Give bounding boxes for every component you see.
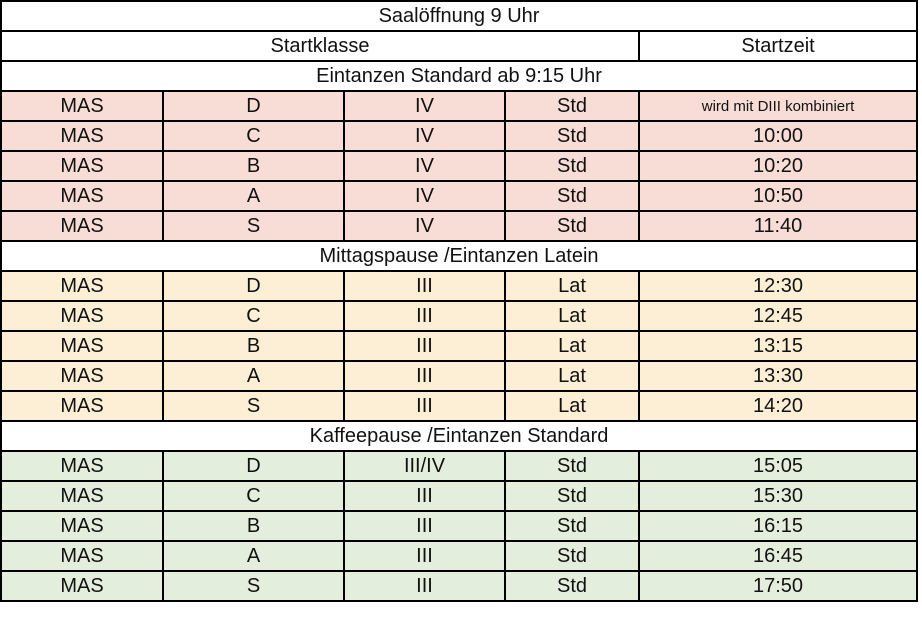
cell-discipline: Std xyxy=(505,91,639,121)
cell-discipline: Std xyxy=(505,541,639,571)
cell-startzeit: 10:50 xyxy=(639,181,917,211)
cell-discipline: Std xyxy=(505,511,639,541)
cell-klasse: S xyxy=(163,571,344,601)
cell-startzeit: 12:30 xyxy=(639,271,917,301)
cell-level: IV xyxy=(344,151,505,181)
table-row xyxy=(1,451,917,481)
cell-group: MAS xyxy=(1,151,163,181)
table-row xyxy=(1,211,917,241)
table-row xyxy=(1,541,917,571)
cell-startzeit: wird mit DIII kombiniert xyxy=(639,91,917,121)
cell-klasse: D xyxy=(163,451,344,481)
table-row xyxy=(1,361,917,391)
cell-group: MAS xyxy=(1,301,163,331)
cell-group: MAS xyxy=(1,541,163,571)
cell-level: III/IV xyxy=(344,451,505,481)
cell-level: III xyxy=(344,271,505,301)
cell-klasse: B xyxy=(163,151,344,181)
cell-group: MAS xyxy=(1,451,163,481)
section-label: Kaffeepause /Eintanzen Standard xyxy=(1,421,917,451)
cell-group: MAS xyxy=(1,181,163,211)
cell-startzeit: 16:45 xyxy=(639,541,917,571)
cell-klasse: D xyxy=(163,91,344,121)
cell-discipline: Std xyxy=(505,121,639,151)
section-row xyxy=(1,241,917,271)
table-row xyxy=(1,301,917,331)
section-label: Eintanzen Standard ab 9:15 Uhr xyxy=(1,61,917,91)
cell-klasse: S xyxy=(163,211,344,241)
cell-startzeit: 10:20 xyxy=(639,151,917,181)
table-row xyxy=(1,271,917,301)
header-startklasse: Startklasse xyxy=(1,31,639,61)
cell-klasse: C xyxy=(163,301,344,331)
cell-level: IV xyxy=(344,211,505,241)
cell-group: MAS xyxy=(1,571,163,601)
cell-discipline: Lat xyxy=(505,301,639,331)
cell-level: IV xyxy=(344,181,505,211)
cell-group: MAS xyxy=(1,481,163,511)
cell-level: III xyxy=(344,541,505,571)
cell-level: III xyxy=(344,511,505,541)
title-row xyxy=(1,1,917,31)
cell-klasse: A xyxy=(163,181,344,211)
cell-discipline: Std xyxy=(505,151,639,181)
cell-discipline: Lat xyxy=(505,391,639,421)
cell-klasse: C xyxy=(163,121,344,151)
table-row xyxy=(1,481,917,511)
cell-level: III xyxy=(344,481,505,511)
cell-klasse: B xyxy=(163,511,344,541)
table-row xyxy=(1,121,917,151)
cell-discipline: Std xyxy=(505,211,639,241)
table-row xyxy=(1,391,917,421)
cell-startzeit: 14:20 xyxy=(639,391,917,421)
cell-discipline: Std xyxy=(505,451,639,481)
cell-startzeit: 13:30 xyxy=(639,361,917,391)
section-label: Mittagspause /Eintanzen Latein xyxy=(1,241,917,271)
cell-level: III xyxy=(344,301,505,331)
cell-startzeit: 10:00 xyxy=(639,121,917,151)
cell-klasse: B xyxy=(163,331,344,361)
cell-level: III xyxy=(344,361,505,391)
cell-discipline: Std xyxy=(505,571,639,601)
cell-startzeit: 12:45 xyxy=(639,301,917,331)
header-startzeit: Startzeit xyxy=(639,31,917,61)
section-row xyxy=(1,421,917,451)
cell-level: III xyxy=(344,331,505,361)
cell-startzeit: 15:05 xyxy=(639,451,917,481)
cell-group: MAS xyxy=(1,271,163,301)
table-row xyxy=(1,571,917,601)
cell-discipline: Std xyxy=(505,481,639,511)
cell-klasse: S xyxy=(163,391,344,421)
cell-klasse: A xyxy=(163,541,344,571)
cell-group: MAS xyxy=(1,361,163,391)
cell-startzeit: 17:50 xyxy=(639,571,917,601)
table-row xyxy=(1,331,917,361)
cell-group: MAS xyxy=(1,211,163,241)
table-row xyxy=(1,511,917,541)
table-row xyxy=(1,91,917,121)
cell-discipline: Std xyxy=(505,181,639,211)
cell-startzeit: 13:15 xyxy=(639,331,917,361)
cell-level: IV xyxy=(344,121,505,151)
table-row xyxy=(1,151,917,181)
header-row xyxy=(1,31,917,61)
section-row xyxy=(1,61,917,91)
cell-level: III xyxy=(344,571,505,601)
cell-group: MAS xyxy=(1,331,163,361)
cell-group: MAS xyxy=(1,121,163,151)
cell-discipline: Lat xyxy=(505,331,639,361)
cell-klasse: A xyxy=(163,361,344,391)
cell-startzeit: 11:40 xyxy=(639,211,917,241)
cell-discipline: Lat xyxy=(505,271,639,301)
cell-klasse: C xyxy=(163,481,344,511)
cell-level: IV xyxy=(344,91,505,121)
table-row xyxy=(1,181,917,211)
cell-group: MAS xyxy=(1,391,163,421)
cell-group: MAS xyxy=(1,511,163,541)
cell-level: III xyxy=(344,391,505,421)
cell-discipline: Lat xyxy=(505,361,639,391)
cell-startzeit: 16:15 xyxy=(639,511,917,541)
cell-group: MAS xyxy=(1,91,163,121)
schedule-title: Saalöffnung 9 Uhr xyxy=(1,1,917,31)
cell-klasse: D xyxy=(163,271,344,301)
cell-startzeit: 15:30 xyxy=(639,481,917,511)
